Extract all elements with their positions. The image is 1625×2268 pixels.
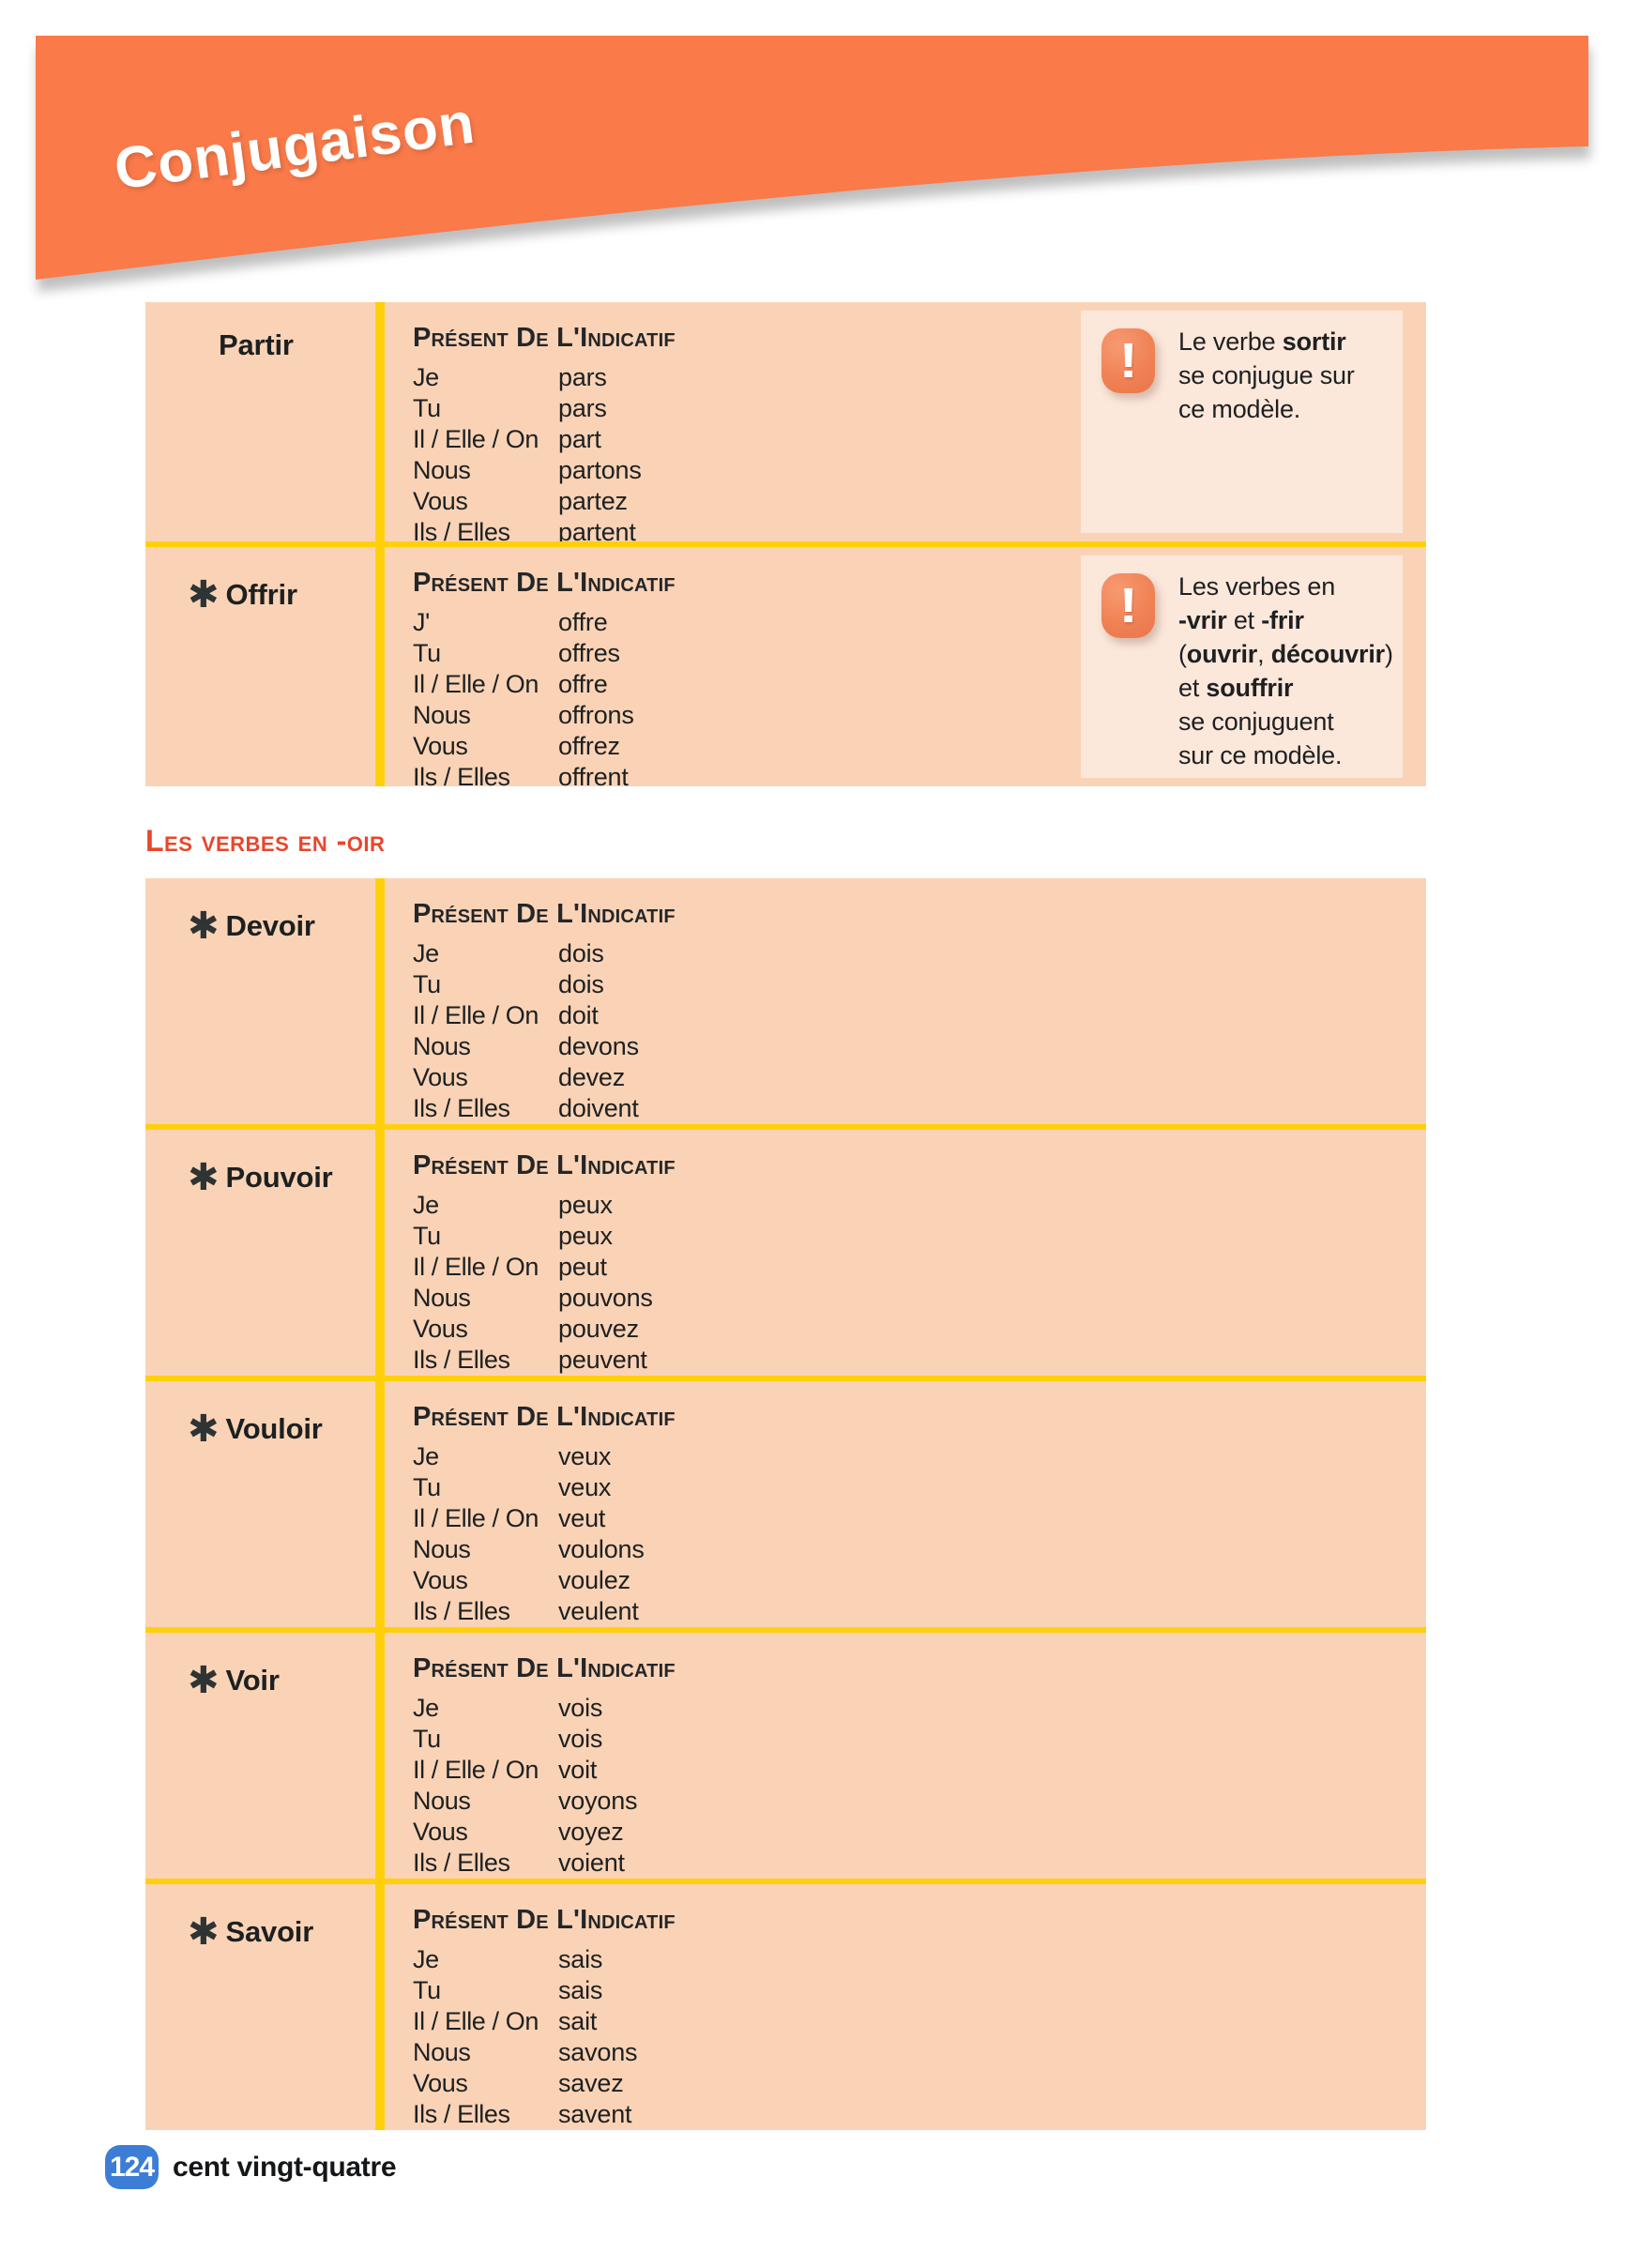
verb-name: Vouloir: [225, 1412, 323, 1445]
verb-name: Partir: [219, 328, 294, 361]
verb-group-ir: [145, 302, 1426, 791]
conjugation-table: [413, 1905, 676, 2130]
verb-form: pars: [558, 363, 607, 391]
conjugation-row: [413, 1283, 676, 1314]
verb-name-cell: [188, 1408, 323, 1451]
note-line: se conjugue sur: [1178, 361, 1355, 389]
tense-label: Présent De L'Indicatif: [413, 1653, 676, 1683]
note-box: [1081, 556, 1403, 778]
verb-form: offrons: [558, 701, 634, 729]
pronoun: Je: [413, 1694, 439, 1722]
verb-form: vois: [558, 1694, 603, 1722]
tense-label: Présent De L'Indicatif: [413, 568, 676, 598]
conjugation-rows: [413, 1441, 676, 1627]
verb-form: partent: [558, 518, 636, 546]
conjugation-row: [413, 731, 676, 762]
conjugation-row: [413, 455, 676, 486]
verb-form: offrez: [558, 732, 620, 760]
exclamation-icon: [1101, 573, 1155, 638]
conjugation-row: [413, 1693, 676, 1724]
exclamation-glyph: !: [1118, 333, 1138, 388]
tense-label: Présent De L'Indicatif: [413, 1905, 676, 1935]
verb-form: voient: [558, 1849, 625, 1877]
conjugation-row: [413, 1503, 676, 1534]
conjugation-row: [413, 1786, 676, 1817]
conjugation-table: [413, 1402, 676, 1627]
verb-form: devons: [558, 1032, 639, 1060]
conjugation-row: [413, 1252, 676, 1283]
conjugation-row: [413, 1565, 676, 1596]
page-footer: [105, 2145, 396, 2189]
conjugation-rows: [413, 1944, 676, 2130]
verb-form: sais: [558, 1976, 603, 2004]
verb-form: offres: [558, 639, 620, 667]
verb-name: Offrir: [225, 578, 297, 611]
pronoun: Ils / Elles: [413, 763, 510, 791]
pronoun: Nous: [413, 1032, 471, 1060]
conjugation-row: [413, 1975, 676, 2006]
pronoun: Tu: [413, 1222, 441, 1250]
conjugation-row: [413, 1944, 676, 1975]
conjugation-row: [413, 1472, 676, 1503]
verb-name: Voir: [225, 1664, 280, 1697]
conjugation-row: [413, 638, 676, 669]
column-divider: [375, 302, 385, 786]
conjugation-row: [413, 1314, 676, 1345]
pronoun: Il / Elle / On: [413, 1504, 539, 1532]
conjugation-row: [413, 2068, 676, 2099]
note-line: Le verbe sortir: [1178, 327, 1346, 356]
star-icon: ✱: [188, 905, 220, 948]
note-box: [1081, 311, 1403, 533]
conjugation-row: [413, 2099, 676, 2130]
verb-name-cell: [188, 1910, 313, 1954]
note-text: [1178, 325, 1396, 426]
verb-form: sait: [558, 2007, 598, 2035]
note-line: sur ce modèle.: [1178, 741, 1343, 769]
verb-form: pouvons: [558, 1284, 653, 1312]
pronoun: Ils / Elles: [413, 1094, 510, 1122]
pronoun: Il / Elle / On: [413, 1756, 539, 1784]
pronoun: Ils / Elles: [413, 2100, 510, 2128]
pronoun: Il / Elle / On: [413, 2007, 539, 2035]
verb-block: [145, 1879, 1426, 2130]
verb-form: peuvent: [558, 1346, 647, 1374]
conjugation-row: [413, 762, 676, 793]
conjugation-table: [413, 1150, 676, 1376]
verb-form: voyons: [558, 1787, 638, 1815]
conjugation-row: [413, 607, 676, 638]
pronoun: Nous: [413, 456, 471, 484]
conjugation-row: [413, 362, 676, 393]
pronoun: Vous: [413, 2069, 468, 2097]
conjugation-row: [413, 1441, 676, 1472]
conjugation-row: [413, 1062, 676, 1093]
verb-form: voyez: [558, 1818, 624, 1846]
verb-name: Savoir: [225, 1915, 314, 1948]
pronoun: Ils / Elles: [413, 1597, 510, 1625]
pronoun: Je: [413, 939, 439, 967]
pronoun: Il / Elle / On: [413, 425, 539, 453]
conjugation-row: [413, 1031, 676, 1062]
verb-form: savons: [558, 2038, 638, 2066]
pronoun: Tu: [413, 1976, 441, 2004]
verb-block: [145, 302, 1426, 546]
conjugation-row: [413, 2037, 676, 2068]
verb-name-cell: [188, 905, 315, 948]
verb-form: vois: [558, 1725, 603, 1753]
conjugation-row: [413, 393, 676, 424]
verb-form: peux: [558, 1191, 613, 1219]
pronoun: Je: [413, 1945, 439, 1973]
column-divider: [375, 878, 385, 2130]
pronoun: Ils / Elles: [413, 1849, 510, 1877]
verb-block: [145, 1627, 1426, 1879]
verb-name-cell: [188, 1156, 333, 1199]
verb-form: offre: [558, 608, 608, 636]
conjugation-row: [413, 700, 676, 731]
pronoun: Il / Elle / On: [413, 1253, 539, 1281]
section-heading: Les verbes en -oir: [145, 824, 386, 858]
verb-name-cell: [219, 328, 294, 362]
tense-label: Présent De L'Indicatif: [413, 323, 676, 353]
pronoun: Je: [413, 1442, 439, 1470]
conjugation-row: [413, 1345, 676, 1376]
note-line: et souffrir: [1178, 674, 1294, 702]
note-line: (ouvrir, découvrir): [1178, 640, 1393, 668]
verb-form: offrent: [558, 763, 629, 791]
pronoun: Ils / Elles: [413, 1346, 510, 1374]
conjugation-rows: [413, 1190, 676, 1376]
conjugation-row: [413, 486, 676, 517]
star-icon: ✱: [188, 1659, 220, 1702]
conjugation-row: [413, 2006, 676, 2037]
pronoun: Tu: [413, 394, 441, 422]
verb-form: sais: [558, 1945, 603, 1973]
conjugation-row: [413, 1755, 676, 1786]
pronoun: Vous: [413, 487, 468, 515]
verb-name-cell: [188, 573, 297, 616]
verb-form: part: [558, 425, 601, 453]
verb-form: peux: [558, 1222, 613, 1250]
pronoun: Je: [413, 363, 439, 391]
note-line: se conjuguent: [1178, 708, 1334, 736]
verb-block: [145, 541, 1426, 791]
verb-form: offre: [558, 670, 608, 698]
conjugation-row: [413, 1093, 676, 1124]
verb-block: [145, 1376, 1426, 1627]
verb-form: veux: [558, 1442, 612, 1470]
conjugation-row: [413, 1221, 676, 1252]
verb-name: Devoir: [225, 909, 315, 942]
verb-block: [145, 878, 1426, 1124]
pronoun: J': [413, 608, 430, 636]
verb-form: savez: [558, 2069, 624, 2097]
conjugation-row: [413, 1000, 676, 1031]
conjugation-table: [413, 323, 676, 548]
verb-group-oir: [145, 878, 1426, 2130]
note-text: [1178, 570, 1396, 772]
banner-title: Conjugaison: [111, 90, 479, 203]
pronoun: Je: [413, 1191, 439, 1219]
pronoun: Il / Elle / On: [413, 1001, 539, 1029]
conjugation-row: [413, 1817, 676, 1848]
conjugation-rows: [413, 362, 676, 548]
star-icon: ✱: [188, 1910, 220, 1954]
conjugation-rows: [413, 1693, 676, 1879]
pronoun: Nous: [413, 1284, 471, 1312]
note-line: -vrir et -frir: [1178, 606, 1304, 634]
conjugation-table: [413, 1653, 676, 1879]
verb-form: veux: [558, 1473, 612, 1501]
verb-name-cell: [188, 1659, 280, 1702]
conjugation-row: [413, 424, 676, 455]
conjugation-row: [413, 1848, 676, 1879]
verb-form: savent: [558, 2100, 632, 2128]
pronoun: Vous: [413, 732, 468, 760]
verb-form: devez: [558, 1063, 626, 1091]
verb-block: [145, 1124, 1426, 1376]
verb-form: voulons: [558, 1535, 645, 1563]
star-icon: ✱: [188, 1156, 220, 1199]
pronoun: Vous: [413, 1315, 468, 1343]
star-icon: ✱: [188, 1408, 220, 1451]
tense-label: Présent De L'Indicatif: [413, 899, 676, 929]
conjugation-row: [413, 969, 676, 1000]
star-icon: ✱: [188, 573, 220, 616]
tense-label: Présent De L'Indicatif: [413, 1402, 676, 1432]
conjugation-table: [413, 568, 676, 793]
verb-form: partons: [558, 456, 642, 484]
verb-form: dois: [558, 939, 604, 967]
exclamation-glyph: !: [1118, 578, 1138, 633]
verb-form: voulez: [558, 1566, 630, 1594]
pronoun: Nous: [413, 1787, 471, 1815]
exclamation-icon: [1101, 328, 1155, 393]
verb-form: pouvez: [558, 1315, 639, 1343]
pronoun: Tu: [413, 970, 441, 998]
conjugation-row: [413, 669, 676, 700]
conjugation-row: [413, 1596, 676, 1627]
pronoun: Nous: [413, 2038, 471, 2066]
conjugation-row: [413, 1190, 676, 1221]
pronoun: Ils / Elles: [413, 518, 510, 546]
pronoun: Tu: [413, 639, 441, 667]
conjugation-table: [413, 899, 676, 1124]
verb-name: Pouvoir: [225, 1161, 333, 1194]
page-number-badge: 124: [105, 2145, 159, 2189]
verb-form: partez: [558, 487, 628, 515]
verb-form: veulent: [558, 1597, 639, 1625]
pronoun: Nous: [413, 1535, 471, 1563]
conjugation-row: [413, 1534, 676, 1565]
pronoun: Vous: [413, 1566, 468, 1594]
pronoun: Nous: [413, 701, 471, 729]
verb-form: veut: [558, 1504, 606, 1532]
verb-form: doit: [558, 1001, 599, 1029]
pronoun: Tu: [413, 1725, 441, 1753]
tense-label: Présent De L'Indicatif: [413, 1150, 676, 1180]
pronoun: Vous: [413, 1818, 468, 1846]
verb-form: doivent: [558, 1094, 639, 1122]
pronoun: Tu: [413, 1473, 441, 1501]
conjugation-row: [413, 938, 676, 969]
pronoun: Il / Elle / On: [413, 670, 539, 698]
page-number-words: cent vingt-quatre: [173, 2151, 397, 2183]
verb-form: dois: [558, 970, 604, 998]
verb-form: pars: [558, 394, 607, 422]
verb-form: voit: [558, 1756, 598, 1784]
verb-form: peut: [558, 1253, 607, 1281]
pronoun: Vous: [413, 1063, 468, 1091]
conjugation-row: [413, 1724, 676, 1755]
note-line: Les verbes en: [1178, 572, 1336, 601]
conjugation-rows: [413, 607, 676, 793]
conjugation-rows: [413, 938, 676, 1124]
note-line: ce modèle.: [1178, 395, 1301, 423]
